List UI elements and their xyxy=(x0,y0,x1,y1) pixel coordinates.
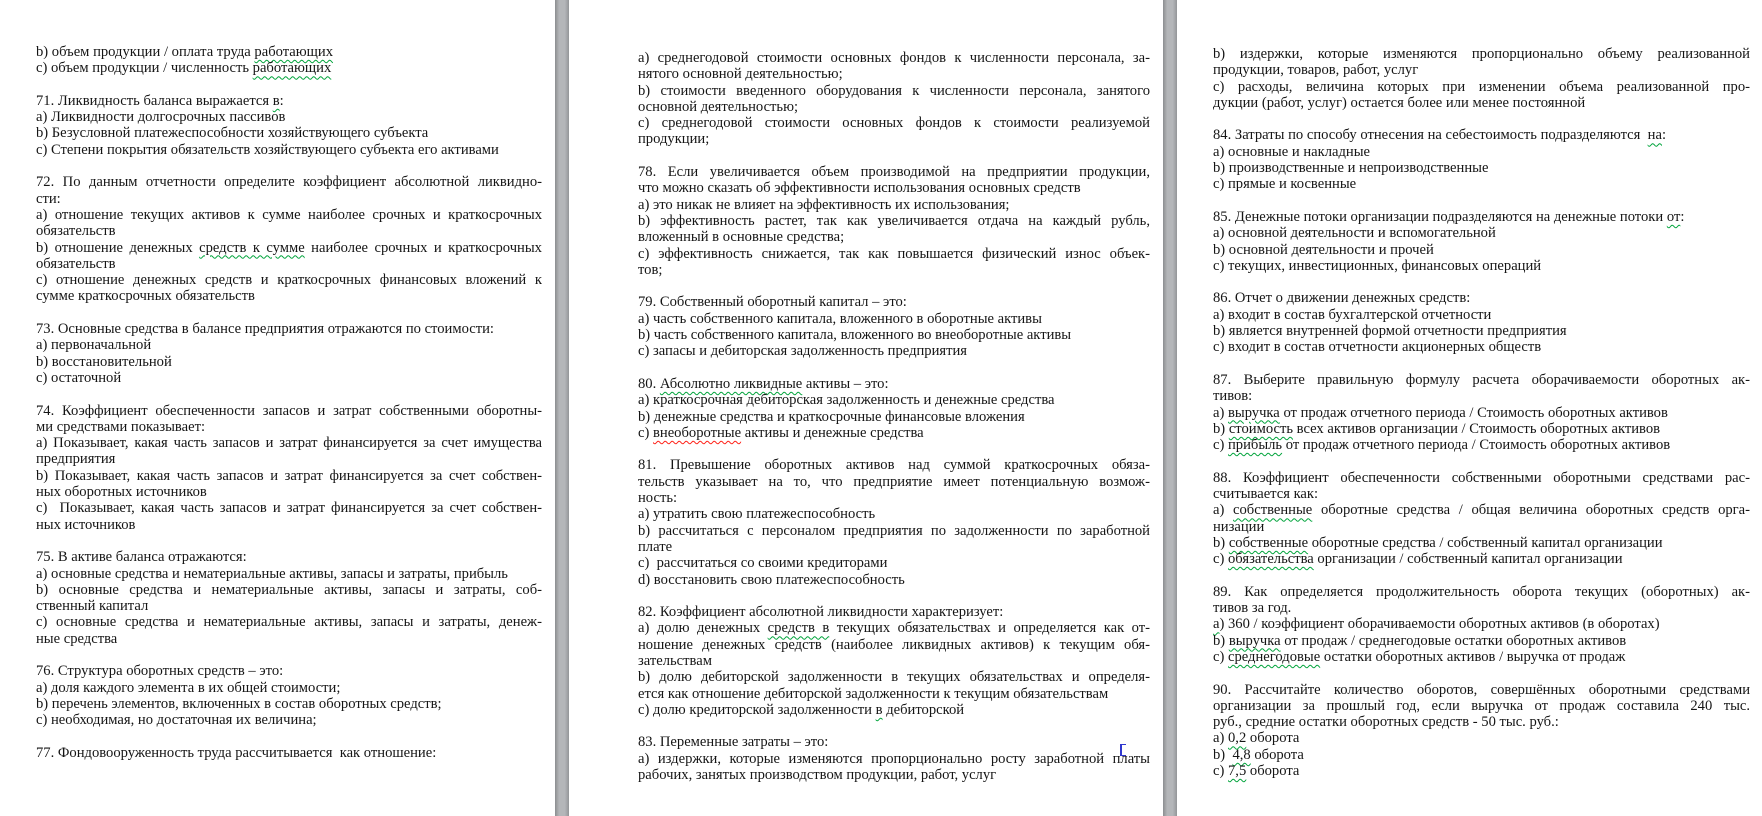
text-run: b) основной деятельности и прочей xyxy=(1213,241,1434,258)
text-line xyxy=(1213,405,1750,421)
text-run: от продаж отчетного периода / Стоимость оборотных активов xyxy=(1282,437,1671,454)
text-line xyxy=(36,468,542,484)
text-run: a) среднегодовой стоимости основных фондов к численности персонала, за- xyxy=(638,50,1150,66)
text-line xyxy=(1213,763,1750,779)
text-line xyxy=(1213,372,1750,388)
text-line xyxy=(1213,209,1750,225)
grammar-flagged-word: обязательства xyxy=(1228,551,1314,568)
text-line xyxy=(36,174,542,190)
text-run: c) xyxy=(1213,437,1228,454)
text-run: 83. Переменные затраты – это: xyxy=(638,734,829,751)
text-line xyxy=(36,549,542,565)
spelling-flagged-word: внеоборотные xyxy=(653,424,742,441)
text-line xyxy=(638,751,1150,767)
text-run: b) эффективность растет, так как увеличивается отдача на каждый рубль, xyxy=(638,212,1150,229)
stray-cursor-mark xyxy=(1120,744,1126,756)
text-line xyxy=(638,311,1150,327)
text-line xyxy=(638,506,1150,522)
text-line xyxy=(638,474,1150,490)
text-run: организации / собственный капитал организации xyxy=(1313,551,1623,568)
text-run: d) восстановить свою платежеспособность xyxy=(638,571,905,588)
text-run: 74. Коэффициент обеспеченности запасов и затрат собственными оборотны- xyxy=(36,402,542,419)
text-line xyxy=(36,60,542,76)
grammar-flagged-word: в xyxy=(875,701,883,718)
text-line xyxy=(1213,730,1750,746)
text-run: 87. Выберите правильную формулу расчета оборачиваемости оборотных ак- xyxy=(1213,371,1750,388)
text-line xyxy=(36,745,542,761)
text-run: 71. Ликвидность баланса выражается xyxy=(36,92,273,109)
text-run: c) основные средства и нематериальные активы, запасы и затраты, денеж- xyxy=(36,614,542,631)
text-run: b) часть собственного капитала, вложенного во внеоборотные активы xyxy=(638,327,1072,344)
page-1[interactable] xyxy=(0,0,555,816)
grammar-flagged-word: собственные xyxy=(1233,502,1313,519)
text-line xyxy=(1213,323,1750,339)
text-run: c) расходы, величина которых при изменении объема реализованной про- xyxy=(1213,78,1750,95)
text-line xyxy=(1213,307,1750,323)
blank-line xyxy=(1213,356,1750,372)
text-run: ственный капитал xyxy=(36,598,149,615)
text-line xyxy=(638,66,1150,82)
text-run: остатки оборотных активов / выручка от продаж xyxy=(1320,648,1626,665)
text-run: b) xyxy=(1213,534,1229,551)
text-line xyxy=(1213,437,1750,453)
text-line xyxy=(36,582,542,598)
text-line xyxy=(36,142,542,158)
text-line xyxy=(36,125,542,141)
grammar-flagged-word: от xyxy=(1666,208,1681,225)
text-line xyxy=(1213,388,1750,404)
text-run: b) объем продукции / оплата труда xyxy=(36,44,255,60)
text-run: a) отношение текущих активов к сумме наиболее срочных и краткосрочных xyxy=(36,206,542,223)
text-run: тов; xyxy=(638,261,663,278)
text-line xyxy=(36,451,542,467)
text-run: дебиторской xyxy=(882,701,965,718)
text-run: ные средства xyxy=(36,630,118,647)
text-run: b) основные средства и нематериальные активы, запасы и затраты, соб- xyxy=(36,581,542,598)
text-run: ных источников xyxy=(36,516,136,533)
text-line xyxy=(638,131,1150,147)
blank-line xyxy=(1213,453,1750,469)
text-line xyxy=(638,180,1150,196)
text-run: b) xyxy=(1213,746,1233,763)
text-line xyxy=(1213,160,1750,176)
page-gutter xyxy=(555,0,569,816)
text-line xyxy=(36,321,542,337)
text-run: a) долю денежных xyxy=(638,620,768,637)
grammar-flagged-word: прибыль xyxy=(1228,437,1283,454)
text-line xyxy=(36,272,542,288)
text-run: ных оборотных источников xyxy=(36,484,207,501)
text-line xyxy=(1213,62,1750,78)
text-line xyxy=(1213,339,1750,355)
page-3-text xyxy=(1213,46,1750,779)
text-run: b) отношение денежных xyxy=(36,239,200,256)
text-run: организации за прошлый год, если выручка от продаж составила 240 тыс. xyxy=(1213,697,1750,714)
text-line xyxy=(1213,470,1750,486)
text-run: тивов: xyxy=(1213,388,1253,405)
blank-line xyxy=(36,158,542,174)
text-line xyxy=(638,734,1150,750)
text-line xyxy=(36,191,542,207)
text-run: считывается как: xyxy=(1213,486,1319,503)
text-line xyxy=(638,262,1150,278)
text-line xyxy=(638,294,1150,310)
text-run: c) объем продукции / численность xyxy=(36,60,253,77)
text-line xyxy=(36,712,542,728)
text-line xyxy=(1213,600,1750,616)
text-line xyxy=(638,555,1150,571)
grammar-flagged-word: собственные xyxy=(1228,534,1309,551)
text-line xyxy=(36,663,542,679)
text-run: 72. По данным отчетности определите коэффициент абсолютной ликвидно- xyxy=(36,174,542,191)
text-line xyxy=(638,702,1150,718)
text-run: c) отношение денежных средств и краткосрочных финансовых вложений к xyxy=(36,272,542,289)
text-run: b) денежные средства и краткосрочные финансовые вложения xyxy=(638,408,1025,425)
text-run: c) Показывает, какая часть запасов и затрат финансируется за счет собствен- xyxy=(36,500,542,517)
text-run: b) xyxy=(1213,632,1229,649)
text-run: a) основные средства и нематериальные активы, запасы и затраты, прибыль xyxy=(36,565,508,582)
text-line xyxy=(36,44,542,60)
text-line xyxy=(36,419,542,435)
grammar-flagged-word: в xyxy=(272,92,280,109)
text-line xyxy=(1213,714,1750,730)
text-run: b) стоимости введенного оборудования к численности персонала, занятого xyxy=(638,82,1150,99)
text-run: всех активов организации / Стоимость оборотных активов xyxy=(1293,420,1661,437)
text-run: a) часть собственного капитала, вложенного в оборотные активы xyxy=(638,310,1042,327)
text-line xyxy=(638,457,1150,473)
text-run: a) доля каждого элемента в их общей стоимости; xyxy=(36,679,341,696)
text-line xyxy=(1213,698,1750,714)
text-run: 86. Отчет о движении денежных средств: xyxy=(1213,290,1471,307)
grammar-flagged-word: выручка xyxy=(1228,632,1281,649)
text-run: ность: xyxy=(638,490,678,507)
text-line xyxy=(638,686,1150,702)
text-line xyxy=(36,598,542,614)
text-run: c) текущих, инвестиционных, финансовых операций xyxy=(1213,257,1542,274)
text-run: предприятия xyxy=(36,451,116,468)
text-line xyxy=(638,572,1150,588)
text-line xyxy=(638,637,1150,653)
text-run: a) это никак не влияет на эффективность их использования; xyxy=(638,196,1010,213)
text-run: оборота xyxy=(1246,763,1300,780)
text-line xyxy=(638,164,1150,180)
text-run: продукции, товаров, работ, услуг xyxy=(1213,62,1419,79)
text-run: b) перечень элементов, включенных в состав оборотных средств; xyxy=(36,695,442,712)
grammar-flagged-word: средств к сумме xyxy=(199,239,305,256)
text-line xyxy=(638,653,1150,669)
text-run: 78. Если увеличивается объем производимой на предприятии продукции, xyxy=(638,164,1150,181)
text-line xyxy=(638,409,1150,425)
text-run: b) издержки, которые изменяются пропорционально объему реализованной xyxy=(1213,46,1750,62)
grammar-flagged-word: работающих xyxy=(254,44,334,60)
text-line xyxy=(36,93,542,109)
page-2-text xyxy=(638,50,1150,783)
text-run: b) Безусловной платежеспособности хозяйствующего субъекта xyxy=(36,125,429,142)
text-run: c) xyxy=(1213,648,1228,665)
blank-line xyxy=(1213,193,1750,209)
page-2[interactable] xyxy=(569,0,1163,816)
grammar-flagged-word: 4,8 xyxy=(1232,746,1251,763)
text-run: 89. Как определяется продолжительность оборота текущих (оборотных) ак- xyxy=(1213,583,1750,600)
text-run: ношение денежных средств (наиболее ликвидных активов) к текущим обя- xyxy=(638,636,1150,653)
grammar-flagged-word: a xyxy=(1213,616,1220,633)
text-run: 76. Структура оборотных средств – это: xyxy=(36,663,284,680)
text-line xyxy=(1213,242,1750,258)
blank-line xyxy=(36,533,542,549)
text-run: 88. Коэффициент обеспеченности собственными оборотными средствами рас- xyxy=(1213,469,1750,486)
text-line xyxy=(36,337,542,353)
text-run: что можно сказать об эффективности использования основных средств xyxy=(638,180,1081,197)
text-line xyxy=(638,523,1150,539)
text-run: 90. Рассчитайте количество оборотов, совершённых оборотными средствами xyxy=(1213,681,1750,698)
text-line xyxy=(1213,79,1750,95)
blank-line xyxy=(638,718,1150,734)
text-line xyxy=(36,207,542,223)
text-line xyxy=(36,614,542,630)
text-run: 84. Затраты по способу отнесения на себестоимость подразделяются xyxy=(1213,127,1648,144)
text-run: от продаж отчетного периода / Стоимость оборотных активов xyxy=(1279,404,1668,421)
text-run: наиболее срочных и краткосрочных xyxy=(304,239,542,256)
text-line xyxy=(36,240,542,256)
text-line xyxy=(1213,502,1750,518)
grammar-flagged-word: работающих xyxy=(252,60,332,77)
blank-line xyxy=(36,305,542,321)
blank-line xyxy=(638,360,1150,376)
text-run: c) остаточной xyxy=(36,369,122,386)
text-line xyxy=(36,631,542,647)
text-line xyxy=(638,229,1150,245)
text-run: нятого основной деятельностью; xyxy=(638,66,843,83)
text-line xyxy=(36,500,542,516)
text-run: c) прямые и косвенные xyxy=(1213,176,1357,193)
text-run: a) Ликвидности долгосрочных пассивов xyxy=(36,109,286,126)
text-run: b) xyxy=(1213,420,1229,437)
grammar-flagged-word: на xyxy=(1647,127,1662,144)
blank-line xyxy=(638,588,1150,604)
text-line xyxy=(36,403,542,419)
text-run: тивов за год. xyxy=(1213,600,1292,617)
text-run: a) утратить свою платежеспособность xyxy=(638,506,876,523)
grammar-flagged-word: Абсолютно ликвидные xyxy=(659,375,803,392)
text-line xyxy=(638,539,1150,555)
text-line xyxy=(638,327,1150,343)
text-run: c) xyxy=(1213,551,1228,568)
blank-line xyxy=(1213,111,1750,127)
text-run: обязательств xyxy=(36,223,116,240)
text-run: основной деятельностью; xyxy=(638,98,799,115)
text-run: c) рассчитаться со своими кредиторами xyxy=(638,555,888,572)
text-line xyxy=(1213,258,1750,274)
text-line xyxy=(36,566,542,582)
text-run: b) рассчитаться с персоналом предприятия по задолженности по заработной xyxy=(638,522,1150,539)
text-run: a) основные и накладные xyxy=(1213,143,1370,160)
grammar-flagged-word: среднегодовые xyxy=(1228,648,1321,665)
text-run: руб., средние остатки оборотных средств - 50 тыс. руб.: xyxy=(1213,714,1559,731)
text-run: низации xyxy=(1213,518,1265,535)
text-run: сти: xyxy=(36,190,61,207)
text-line xyxy=(1213,127,1750,143)
text-line xyxy=(638,50,1150,66)
text-line xyxy=(36,109,542,125)
text-line xyxy=(638,376,1150,392)
text-run: 82. Коэффициент абсолютной ликвидности характеризует: xyxy=(638,604,1004,621)
text-line xyxy=(638,604,1150,620)
text-line xyxy=(638,83,1150,99)
grammar-flagged-word: 0,2 xyxy=(1228,730,1247,747)
grammar-flagged-word: выручка xyxy=(1228,404,1280,421)
text-run: c) эффективность снижается, так как повышается физический износ объек- xyxy=(638,245,1150,262)
text-line xyxy=(36,696,542,712)
text-run: b) является внутренней формой отчетности предприятия xyxy=(1213,323,1567,340)
text-run: зательствам xyxy=(638,652,712,669)
text-line xyxy=(1213,225,1750,241)
text-run: c) xyxy=(1213,763,1228,780)
text-run: сумме краткосрочных обязательств xyxy=(36,288,255,305)
text-run: продукции; xyxy=(638,131,710,148)
text-line xyxy=(1213,421,1750,437)
text-line xyxy=(638,620,1150,636)
text-run: активы и денежные средства xyxy=(741,424,924,441)
page-3[interactable] xyxy=(1177,0,1762,816)
text-run: от продаж / среднегодовые остатки оборотных активов xyxy=(1280,632,1627,649)
text-line xyxy=(36,435,542,451)
text-line xyxy=(1213,176,1750,192)
text-run: 75. В активе баланса отражаются: xyxy=(36,549,247,566)
text-run: активы – это: xyxy=(802,375,889,392)
text-run: оборота xyxy=(1246,730,1300,747)
blank-line xyxy=(638,148,1150,164)
text-line xyxy=(1213,144,1750,160)
text-line xyxy=(638,767,1150,783)
text-line xyxy=(638,115,1150,131)
text-run: b) производственные и непроизводственные xyxy=(1213,160,1489,177)
text-line xyxy=(638,213,1150,229)
text-run: тельств указывает на то, что предприятие имеет потенциальную возмож- xyxy=(638,473,1150,490)
text-run: плате xyxy=(638,538,673,555)
text-run: a) краткосрочная дебиторская задолженность и денежные средства xyxy=(638,392,1055,409)
blank-line xyxy=(36,77,542,93)
grammar-flagged-word: средств в xyxy=(767,620,830,637)
text-run: 73. Основные средства в балансе предприятия отражаются по стоимости: xyxy=(36,321,494,338)
text-run: a) Показывает, какая часть запасов и затрат финансируется за счет имущества xyxy=(36,435,542,452)
text-line xyxy=(1213,616,1750,632)
text-run: a) издержки, которые изменяются пропорционально росту заработной платы xyxy=(638,750,1150,767)
text-run: ми средствами показывает: xyxy=(36,418,206,435)
text-run: ется как отношение дебиторской задолженности к текущим обязательствам xyxy=(638,685,1109,702)
page-gutter xyxy=(1163,0,1177,816)
text-line xyxy=(36,288,542,304)
text-run: : xyxy=(1661,127,1666,144)
text-line xyxy=(1213,584,1750,600)
text-line xyxy=(1213,486,1750,502)
text-run: a) входит в состав бухгалтерской отчетности xyxy=(1213,306,1492,323)
text-run: c) входит в состав отчетности акционерных обществ xyxy=(1213,339,1542,356)
text-run: c) запасы и дебиторская задолженность предприятия xyxy=(638,343,968,360)
text-line xyxy=(638,490,1150,506)
text-line xyxy=(1213,95,1750,111)
text-run: рабочих, занятых производством продукции, работ, услуг xyxy=(638,767,997,784)
text-line xyxy=(1213,649,1750,665)
text-line xyxy=(638,197,1150,213)
text-line xyxy=(36,354,542,370)
text-run: вложенный в основные средства; xyxy=(638,229,845,246)
text-run: текущих обязательствах и определяется как от- xyxy=(829,620,1150,637)
grammar-flagged-word: стоимость xyxy=(1228,420,1293,437)
blank-line xyxy=(638,441,1150,457)
text-line xyxy=(638,669,1150,685)
blank-line xyxy=(1213,274,1750,290)
grammar-flagged-word: 7,5 xyxy=(1228,763,1247,780)
blank-line xyxy=(36,728,542,744)
text-run: a) xyxy=(1213,730,1228,747)
text-run: c) долю кредиторской задолженности xyxy=(638,701,876,718)
text-line xyxy=(638,99,1150,115)
text-line xyxy=(36,680,542,696)
text-line xyxy=(36,256,542,272)
text-run: : xyxy=(279,92,284,109)
text-run: a) первоначальной xyxy=(36,337,152,354)
text-line xyxy=(1213,633,1750,649)
text-run: c) xyxy=(638,424,653,441)
text-line xyxy=(1213,682,1750,698)
text-run: 80. xyxy=(638,375,660,392)
blank-line xyxy=(1213,665,1750,681)
text-line xyxy=(36,484,542,500)
text-run: обязательств xyxy=(36,255,116,272)
text-line xyxy=(1213,551,1750,567)
text-run: a) xyxy=(1213,502,1234,519)
text-run: a) основной деятельности и вспомогательной xyxy=(1213,225,1496,242)
text-run: b) Показывает, какая часть запасов и затрат финансируется за счет собствен- xyxy=(36,467,542,484)
text-line xyxy=(1213,46,1750,62)
text-run: 77. Фондовооруженность труда рассчитывается как отношение: xyxy=(36,744,437,761)
text-line xyxy=(1213,519,1750,535)
text-run: : xyxy=(1680,208,1685,225)
text-line xyxy=(638,392,1150,408)
text-run: ) 360 / коэффициент оборачиваемости оборотных активов (в оборотах) xyxy=(1219,616,1660,633)
page-1-text xyxy=(36,44,542,761)
text-line xyxy=(1213,290,1750,306)
text-run: 81. Превышение оборотных активов над суммой краткосрочных обяза- xyxy=(638,457,1150,474)
text-line xyxy=(36,223,542,239)
text-line xyxy=(1213,535,1750,551)
blank-line xyxy=(638,278,1150,294)
blank-line xyxy=(36,386,542,402)
text-line xyxy=(1213,747,1750,763)
text-run: c) среднегодовой стоимости основных фондов к стоимости реализуемой xyxy=(638,115,1150,132)
text-run: оборота xyxy=(1250,746,1304,763)
text-line xyxy=(638,425,1150,441)
text-run: дукции (работ, услуг) остается более или менее постоянной xyxy=(1213,94,1586,111)
blank-line xyxy=(1213,568,1750,584)
text-run: a) xyxy=(1213,404,1228,421)
text-run: b) восстановительной xyxy=(36,353,172,370)
text-run: c) Степени покрытия обязательств хозяйствующего субъекта его активами xyxy=(36,141,499,158)
text-run: 85. Денежные потоки организации подразделяются на денежные потоки xyxy=(1213,208,1667,225)
text-line xyxy=(36,517,542,533)
text-run: c) необходимая, но достаточная их величина; xyxy=(36,712,317,729)
text-line xyxy=(638,343,1150,359)
text-run: 79. Собственный оборотный капитал – это: xyxy=(638,294,907,311)
blank-line xyxy=(36,647,542,663)
text-line xyxy=(36,370,542,386)
text-run: оборотные средства / собственный капитал организации xyxy=(1308,534,1663,551)
text-run: оборотные средства / общая величина оборотных средств орга- xyxy=(1312,502,1750,519)
text-line xyxy=(638,246,1150,262)
text-run: b) долю дебиторской задолженности в текущих обязательствах и определя- xyxy=(638,669,1150,686)
